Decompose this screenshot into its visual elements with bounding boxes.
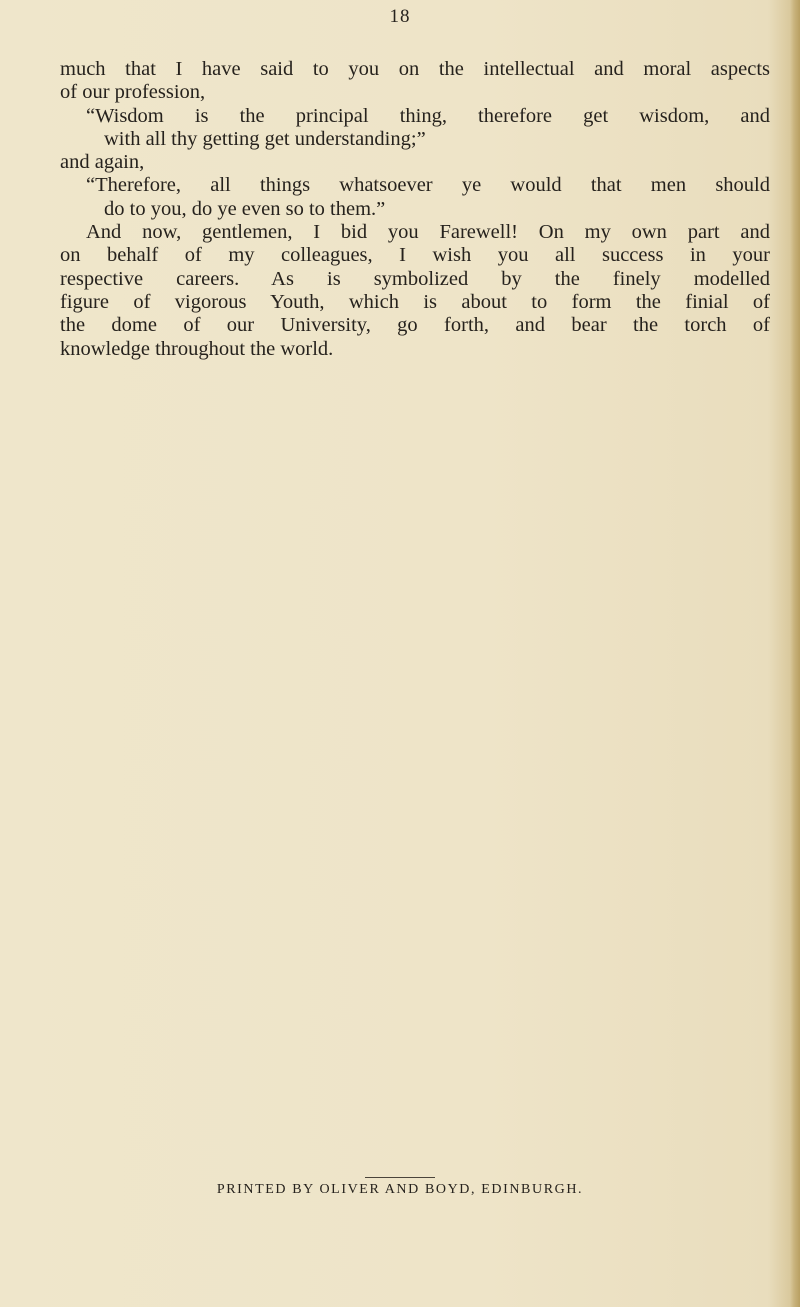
printer-colophon: PRINTED BY OLIVER AND BOYD, EDINBURGH. xyxy=(216,1182,584,1197)
quote-line: do to you, do ye even so to them.” xyxy=(104,197,386,220)
quote-line: “Wisdom is the principal thing, therefore get wisdom, and xyxy=(86,104,770,127)
text-line: figure of vigorous Youth, which is about to form the finial of xyxy=(60,290,770,313)
page-number: 18 xyxy=(389,6,411,27)
text-line: the dome of our University, go forth, and bear the torch of xyxy=(60,314,770,337)
text-line: on behalf of my colleagues, I wish you all success in your xyxy=(60,244,770,267)
text-line: and again, xyxy=(60,151,145,174)
text-line: respective careers. As is symbolized by the finely modelled xyxy=(60,267,770,290)
quote-line: “Therefore, all things whatsoever ye would that men should xyxy=(86,174,770,197)
page-edge-shadow xyxy=(790,0,800,1307)
text-line: of our profession, xyxy=(60,81,206,104)
text-line: And now, gentlemen, I bid you Farewell! On my own part and xyxy=(86,221,770,244)
body-text xyxy=(60,58,770,361)
text-line: knowledge throughout the world. xyxy=(60,337,334,360)
text-line: much that I have said to you on the intellectual and moral aspects xyxy=(60,58,770,80)
colophon-rule xyxy=(365,1177,435,1178)
quote-line: with all thy getting get understanding;” xyxy=(104,127,426,150)
